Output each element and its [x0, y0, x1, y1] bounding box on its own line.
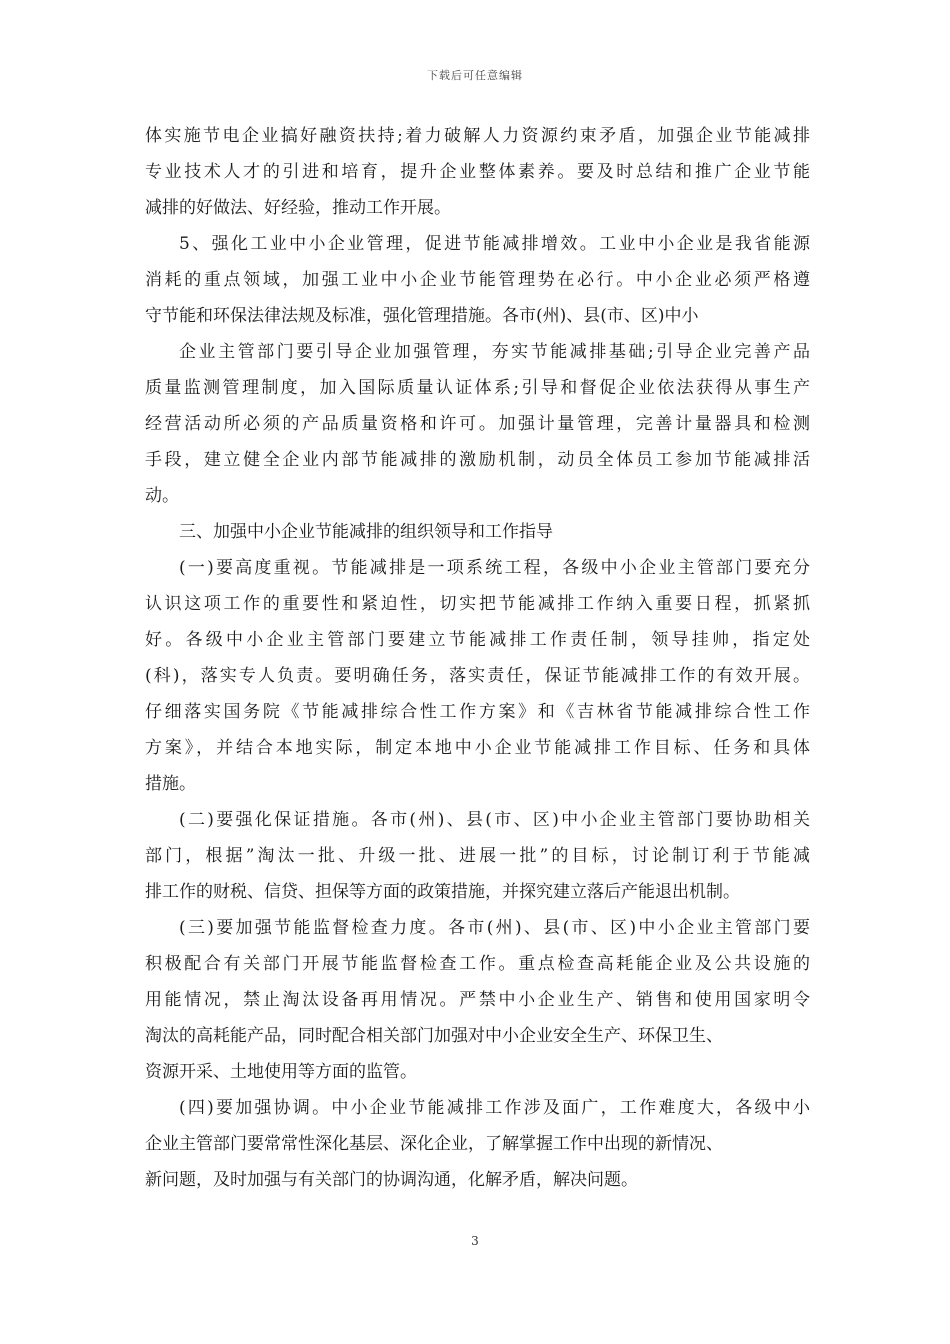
text-line: 资源开采、土地使用等方面的监管。: [145, 1062, 417, 1082]
text-line: 企业主管部门要引导企业加强管理，夯实节能减排基础;引导企业完善产品: [179, 342, 810, 362]
page-number: 3: [471, 1234, 479, 1248]
text-line: 三、加强中小企业节能减排的组织领导和工作指导: [179, 522, 553, 542]
text-line: 新问题，及时加强与有关部门的协调沟通，化解矛盾，解决问题。: [145, 1170, 638, 1190]
text-line: 部门，根据”淘汰一批、升级一批、进展一批”的目标，讨论制订利于节能减: [145, 846, 810, 866]
text-line: 排工作的财税、信贷、担保等方面的政策措施，并探究建立落后产能退出机制。: [145, 882, 740, 902]
text-line: 减排的好做法、好经验，推动工作开展。: [145, 198, 451, 218]
text-line: 守节能和环保法律法规及标准，强化管理措施。各市(州)、县(市、区)中小: [145, 306, 699, 326]
text-line: 动。: [145, 486, 179, 506]
text-line: 措施。: [145, 774, 196, 794]
text-line: (一)要高度重视。节能减排是一项系统工程，各级中小企业主管部门要充分: [179, 558, 810, 578]
text-line: 体实施节电企业搞好融资扶持;着力破解人力资源约束矛盾，加强企业节能减排: [145, 126, 810, 146]
text-line: 淘汰的高耗能产品，同时配合相关部门加强对中小企业安全生产、环保卫生、: [145, 1026, 723, 1046]
text-line: 仔细落实国务院《节能减排综合性工作方案》和《吉林省节能减排综合性工作: [145, 702, 810, 722]
text-line: 好。各级中小企业主管部门要建立节能减排工作责任制，领导挂帅，指定处: [145, 630, 810, 650]
paragraph-point-4: [145, 1090, 810, 1198]
text-line: (三)要加强节能监督检查力度。各市(州)、县(市、区)中小企业主管部门要: [179, 918, 810, 938]
section-heading: [145, 514, 810, 550]
page-header: 下载后可任意编辑: [427, 69, 523, 82]
paragraph-continuation: [145, 118, 810, 226]
paragraph-item-5-continued: [145, 334, 810, 514]
paragraph-item-5: [145, 226, 810, 334]
text-line: (二)要强化保证措施。各市(州)、县(市、区)中小企业主管部门要协助相关: [179, 810, 810, 830]
text-line: 方案》，并结合本地实际，制定本地中小企业节能减排工作目标、任务和具体: [145, 738, 810, 758]
text-line: 专业技术人才的引进和培育，提升企业整体素养。要及时总结和推广企业节能: [145, 162, 810, 182]
text-line: 用能情况，禁止淘汰设备再用情况。严禁中小企业生产、销售和使用国家明令: [145, 990, 810, 1010]
text-line: 5、强化工业中小企业管理，促进节能减排增效。工业中小企业是我省能源: [179, 234, 810, 254]
text-line: (四)要加强协调。中小企业节能减排工作涉及面广，工作难度大，各级中小: [179, 1098, 810, 1118]
paragraph-point-1: [145, 550, 810, 802]
text-line: (科)，落实专人负责。要明确任务，落实责任，保证节能减排工作的有效开展。: [145, 666, 810, 686]
paragraph-point-2: [145, 802, 810, 910]
paragraph-point-3: [145, 910, 810, 1090]
document-body: [145, 118, 810, 1198]
text-line: 消耗的重点领域，加强工业中小企业节能管理势在必行。中小企业必须严格遵: [145, 270, 810, 290]
text-line: 认识这项工作的重要性和紧迫性，切实把节能减排工作纳入重要日程，抓紧抓: [145, 594, 810, 614]
text-line: 经营活动所必须的产品质量资格和许可。加强计量管理，完善计量器具和检测: [145, 414, 810, 434]
text-line: 质量监测管理制度，加入国际质量认证体系;引导和督促企业依法获得从事生产: [145, 378, 810, 398]
text-line: 企业主管部门要常常性深化基层、深化企业，了解掌握工作中出现的新情况、: [145, 1134, 723, 1154]
text-line: 手段，建立健全企业内部节能减排的激励机制，动员全体员工参加节能减排活: [145, 450, 810, 470]
text-line: 积极配合有关部门开展节能监督检查工作。重点检查高耗能企业及公共设施的: [145, 954, 810, 974]
